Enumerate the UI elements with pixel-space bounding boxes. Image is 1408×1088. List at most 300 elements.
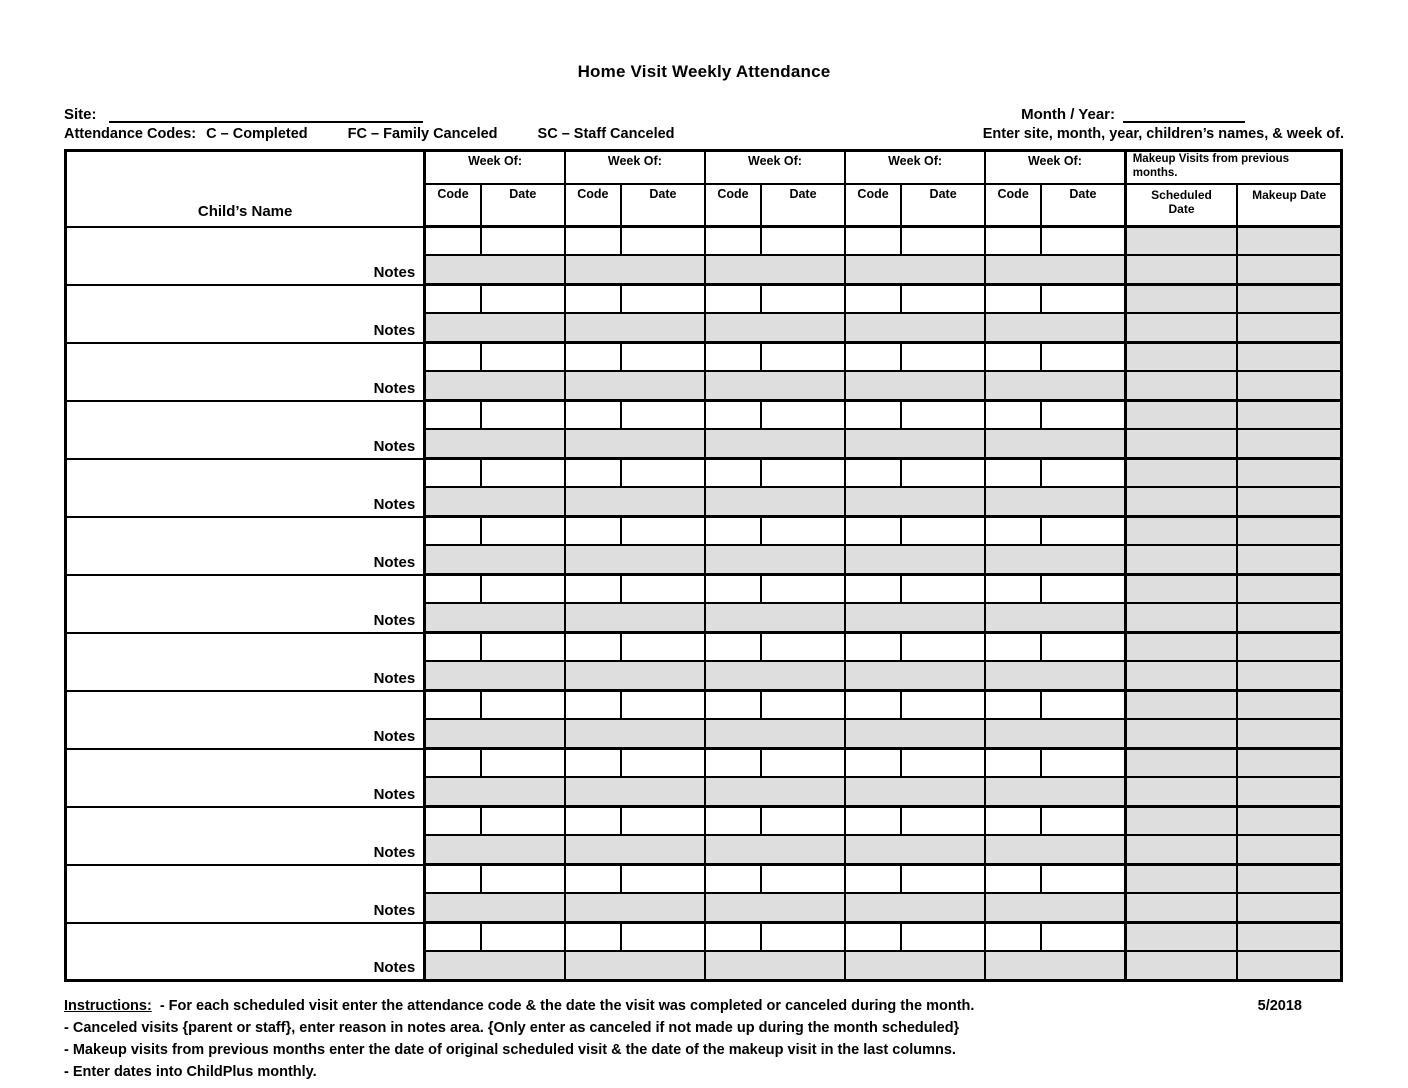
date-cell-week5[interactable] bbox=[1041, 343, 1125, 372]
date-header: Date bbox=[1041, 184, 1125, 227]
header-right-note: Enter site, month, year, children’s names, & week of. bbox=[982, 126, 1344, 142]
notes-cell-week1[interactable] bbox=[425, 545, 565, 575]
notes-cell-week1[interactable] bbox=[425, 603, 565, 633]
code-cell-week4[interactable] bbox=[845, 401, 901, 430]
code-cell-week3[interactable] bbox=[705, 285, 761, 314]
notes-cell-week2[interactable] bbox=[565, 893, 705, 923]
date-cell-week1[interactable] bbox=[481, 633, 565, 662]
child-data-row bbox=[66, 575, 1342, 604]
date-cell-week5[interactable] bbox=[1041, 227, 1125, 256]
month-year-group bbox=[1021, 106, 1245, 123]
makeup-date-cell[interactable] bbox=[1237, 285, 1341, 314]
makeup-date-notes-cell[interactable] bbox=[1237, 661, 1341, 691]
makeup-date-cell[interactable] bbox=[1237, 517, 1341, 546]
date-cell-week3[interactable] bbox=[761, 865, 845, 894]
code-cell-week5[interactable] bbox=[985, 227, 1041, 256]
code-cell-week3[interactable] bbox=[705, 807, 761, 836]
code-cell-week5[interactable] bbox=[985, 285, 1041, 314]
code-cell-week2[interactable] bbox=[565, 285, 621, 314]
code-cell-week1[interactable] bbox=[425, 749, 481, 778]
date-cell-week5[interactable] bbox=[1041, 691, 1125, 720]
code-cell-week2[interactable] bbox=[565, 923, 621, 952]
code-cell-week2[interactable] bbox=[565, 401, 621, 430]
notes-cell-week5[interactable] bbox=[985, 777, 1125, 807]
notes-label: Notes bbox=[373, 321, 416, 339]
code-cell-week5[interactable] bbox=[985, 575, 1041, 604]
code-cell-week3[interactable] bbox=[705, 459, 761, 488]
date-cell-week2[interactable] bbox=[621, 343, 705, 372]
notes-label: Notes bbox=[373, 495, 416, 513]
code-cell-week2[interactable] bbox=[565, 633, 621, 662]
date-cell-week2[interactable] bbox=[621, 517, 705, 546]
date-cell-week3[interactable] bbox=[761, 923, 845, 952]
code-cell-week4[interactable] bbox=[845, 807, 901, 836]
scheduled-date-notes-cell[interactable] bbox=[1125, 313, 1237, 343]
makeup-date-cell[interactable] bbox=[1237, 343, 1341, 372]
code-cell-week4[interactable] bbox=[845, 285, 901, 314]
code-cell-week1[interactable] bbox=[425, 459, 481, 488]
notes-cell-week1[interactable] bbox=[425, 255, 565, 285]
code-cell-week2[interactable] bbox=[565, 807, 621, 836]
code-cell-week1[interactable] bbox=[425, 227, 481, 256]
code-cell-week1[interactable] bbox=[425, 517, 481, 546]
date-cell-week2[interactable] bbox=[621, 285, 705, 314]
notes-cell-week5[interactable] bbox=[985, 719, 1125, 749]
date-cell-week5[interactable] bbox=[1041, 517, 1125, 546]
scheduled-date-cell[interactable] bbox=[1125, 749, 1237, 778]
notes-cell-week3[interactable] bbox=[705, 777, 845, 807]
notes-label: Notes bbox=[373, 727, 416, 745]
child-name-cell[interactable] bbox=[66, 633, 425, 691]
notes-cell-week4[interactable] bbox=[845, 951, 985, 981]
notes-cell-week3[interactable] bbox=[705, 487, 845, 517]
child-name-cell[interactable] bbox=[66, 401, 425, 459]
notes-cell-week1[interactable] bbox=[425, 951, 565, 981]
notes-cell-week1[interactable] bbox=[425, 429, 565, 459]
code-cell-week4[interactable] bbox=[845, 691, 901, 720]
date-cell-week3[interactable] bbox=[761, 633, 845, 662]
date-cell-week2[interactable] bbox=[621, 575, 705, 604]
child-name-cell[interactable] bbox=[66, 749, 425, 807]
code-cell-week3[interactable] bbox=[705, 517, 761, 546]
code-cell-week1[interactable] bbox=[425, 575, 481, 604]
scheduled-date-cell[interactable] bbox=[1125, 633, 1237, 662]
code-cell-week1[interactable] bbox=[425, 923, 481, 952]
notes-cell-week4[interactable] bbox=[845, 603, 985, 633]
notes-cell-week2[interactable] bbox=[565, 951, 705, 981]
notes-cell-week3[interactable] bbox=[705, 603, 845, 633]
notes-cell-week1[interactable] bbox=[425, 487, 565, 517]
date-cell-week1[interactable] bbox=[481, 401, 565, 430]
scheduled-date-notes-cell[interactable] bbox=[1125, 255, 1237, 285]
scheduled-date-cell[interactable] bbox=[1125, 923, 1237, 952]
code-cell-week1[interactable] bbox=[425, 343, 481, 372]
date-cell-week4[interactable] bbox=[901, 749, 985, 778]
makeup-date-cell[interactable] bbox=[1237, 807, 1341, 836]
date-cell-week1[interactable] bbox=[481, 459, 565, 488]
makeup-date-cell[interactable] bbox=[1237, 459, 1341, 488]
child-data-row bbox=[66, 807, 1342, 836]
makeup-date-notes-cell[interactable] bbox=[1237, 545, 1341, 575]
code-cell-week3[interactable] bbox=[705, 865, 761, 894]
notes-cell-week4[interactable] bbox=[845, 371, 985, 401]
notes-cell-week5[interactable] bbox=[985, 951, 1125, 981]
notes-cell-week1[interactable] bbox=[425, 371, 565, 401]
scheduled-date-notes-cell[interactable] bbox=[1125, 661, 1237, 691]
date-cell-week4[interactable] bbox=[901, 691, 985, 720]
code-cell-week1[interactable] bbox=[425, 807, 481, 836]
notes-label: Notes bbox=[373, 379, 416, 397]
child-name-cell[interactable] bbox=[66, 285, 425, 343]
notes-label: Notes bbox=[373, 843, 416, 861]
notes-cell-week4[interactable] bbox=[845, 487, 985, 517]
code-cell-week1[interactable] bbox=[425, 865, 481, 894]
makeup-date-notes-cell[interactable] bbox=[1237, 835, 1341, 865]
code-cell-week5[interactable] bbox=[985, 459, 1041, 488]
date-cell-week1[interactable] bbox=[481, 807, 565, 836]
date-cell-week3[interactable] bbox=[761, 459, 845, 488]
date-cell-week4[interactable] bbox=[901, 401, 985, 430]
date-cell-week5[interactable] bbox=[1041, 807, 1125, 836]
notes-cell-week3[interactable] bbox=[705, 371, 845, 401]
child-data-row bbox=[66, 923, 1342, 952]
code-cell-week2[interactable] bbox=[565, 343, 621, 372]
notes-cell-week5[interactable] bbox=[985, 603, 1125, 633]
code-cell-week4[interactable] bbox=[845, 749, 901, 778]
scheduled-date-notes-cell[interactable] bbox=[1125, 893, 1237, 923]
code-header: Code bbox=[565, 184, 621, 227]
child-data-row bbox=[66, 691, 1342, 720]
date-cell-week3[interactable] bbox=[761, 401, 845, 430]
date-cell-week5[interactable] bbox=[1041, 923, 1125, 952]
notes-cell-week3[interactable] bbox=[705, 255, 845, 285]
notes-cell-week3[interactable] bbox=[705, 661, 845, 691]
date-cell-week2[interactable] bbox=[621, 459, 705, 488]
code-cell-week5[interactable] bbox=[985, 401, 1041, 430]
child-data-row bbox=[66, 459, 1342, 488]
notes-cell-week2[interactable] bbox=[565, 777, 705, 807]
makeup-visits-header: Makeup Visits from previous months. bbox=[1125, 151, 1341, 185]
notes-cell-week3[interactable] bbox=[705, 313, 845, 343]
date-cell-week2[interactable] bbox=[621, 749, 705, 778]
notes-cell-week5[interactable] bbox=[985, 893, 1125, 923]
date-cell-week4[interactable] bbox=[901, 633, 985, 662]
makeup-date-notes-cell[interactable] bbox=[1237, 429, 1341, 459]
code-cell-week5[interactable] bbox=[985, 807, 1041, 836]
date-cell-week1[interactable] bbox=[481, 749, 565, 778]
makeup-date-notes-cell[interactable] bbox=[1237, 719, 1341, 749]
child-name-cell[interactable] bbox=[66, 459, 425, 517]
date-cell-week3[interactable] bbox=[761, 575, 845, 604]
attendance-table bbox=[64, 149, 1343, 982]
code-cell-week4[interactable] bbox=[845, 459, 901, 488]
child-name-cell[interactable] bbox=[66, 517, 425, 575]
notes-cell-week5[interactable] bbox=[985, 661, 1125, 691]
scheduled-date-notes-cell[interactable] bbox=[1125, 951, 1237, 981]
notes-cell-week4[interactable] bbox=[845, 719, 985, 749]
date-cell-week5[interactable] bbox=[1041, 285, 1125, 314]
notes-cell-week4[interactable] bbox=[845, 313, 985, 343]
notes-cell-week5[interactable] bbox=[985, 313, 1125, 343]
site-blank-field[interactable] bbox=[109, 107, 423, 123]
notes-cell-week5[interactable] bbox=[985, 835, 1125, 865]
notes-cell-week5[interactable] bbox=[985, 255, 1125, 285]
code-cell-week2[interactable] bbox=[565, 459, 621, 488]
date-cell-week3[interactable] bbox=[761, 749, 845, 778]
makeup-date-notes-cell[interactable] bbox=[1237, 371, 1341, 401]
attendance-codes-group bbox=[64, 126, 675, 142]
notes-cell-week2[interactable] bbox=[565, 371, 705, 401]
notes-label: Notes bbox=[373, 669, 416, 687]
notes-cell-week2[interactable] bbox=[565, 603, 705, 633]
code-cell-week3[interactable] bbox=[705, 343, 761, 372]
instructions-line-1 bbox=[64, 995, 1344, 1017]
code-cell-week5[interactable] bbox=[985, 923, 1041, 952]
makeup-date-cell[interactable] bbox=[1237, 923, 1341, 952]
notes-cell-week3[interactable] bbox=[705, 951, 845, 981]
notes-label: Notes bbox=[373, 611, 416, 629]
scheduled-date-cell[interactable] bbox=[1125, 691, 1237, 720]
week-of-header-1: Week Of: bbox=[425, 151, 565, 185]
notes-cell-week2[interactable] bbox=[565, 719, 705, 749]
makeup-date-notes-cell[interactable] bbox=[1237, 951, 1341, 981]
code-cell-week2[interactable] bbox=[565, 749, 621, 778]
code-cell-week4[interactable] bbox=[845, 227, 901, 256]
code-staff-canceled: SC – Staff Canceled bbox=[537, 126, 675, 142]
date-cell-week5[interactable] bbox=[1041, 633, 1125, 662]
notes-cell-week3[interactable] bbox=[705, 429, 845, 459]
notes-cell-week4[interactable] bbox=[845, 777, 985, 807]
makeup-date-notes-cell[interactable] bbox=[1237, 313, 1341, 343]
date-cell-week4[interactable] bbox=[901, 343, 985, 372]
code-cell-week1[interactable] bbox=[425, 691, 481, 720]
notes-cell-week1[interactable] bbox=[425, 777, 565, 807]
code-cell-week2[interactable] bbox=[565, 691, 621, 720]
makeup-date-cell[interactable] bbox=[1237, 575, 1341, 604]
scheduled-date-cell[interactable] bbox=[1125, 865, 1237, 894]
notes-label: Notes bbox=[373, 785, 416, 803]
scheduled-date-cell[interactable] bbox=[1125, 401, 1237, 430]
scheduled-date-notes-cell[interactable] bbox=[1125, 545, 1237, 575]
table-header-row-weeks bbox=[66, 151, 1342, 185]
code-cell-week2[interactable] bbox=[565, 517, 621, 546]
scheduled-date-notes-cell[interactable] bbox=[1125, 603, 1237, 633]
date-cell-week4[interactable] bbox=[901, 459, 985, 488]
makeup-date-cell[interactable] bbox=[1237, 691, 1341, 720]
date-cell-week4[interactable] bbox=[901, 923, 985, 952]
notes-cell-week4[interactable] bbox=[845, 545, 985, 575]
date-cell-week4[interactable] bbox=[901, 575, 985, 604]
code-cell-week3[interactable] bbox=[705, 575, 761, 604]
date-cell-week5[interactable] bbox=[1041, 459, 1125, 488]
makeup-date-cell[interactable] bbox=[1237, 749, 1341, 778]
date-cell-week2[interactable] bbox=[621, 633, 705, 662]
code-cell-week4[interactable] bbox=[845, 343, 901, 372]
date-cell-week3[interactable] bbox=[761, 517, 845, 546]
notes-cell-week2[interactable] bbox=[565, 429, 705, 459]
child-data-row bbox=[66, 227, 1342, 256]
notes-cell-week3[interactable] bbox=[705, 835, 845, 865]
child-data-row bbox=[66, 343, 1342, 372]
date-cell-week1[interactable] bbox=[481, 575, 565, 604]
code-cell-week3[interactable] bbox=[705, 691, 761, 720]
notes-cell-week5[interactable] bbox=[985, 545, 1125, 575]
code-cell-week5[interactable] bbox=[985, 865, 1041, 894]
scheduled-date-cell[interactable] bbox=[1125, 343, 1237, 372]
code-cell-week4[interactable] bbox=[845, 517, 901, 546]
scheduled-date-notes-cell[interactable] bbox=[1125, 371, 1237, 401]
scheduled-date-notes-cell[interactable] bbox=[1125, 835, 1237, 865]
date-cell-week4[interactable] bbox=[901, 285, 985, 314]
date-cell-week5[interactable] bbox=[1041, 401, 1125, 430]
notes-cell-week5[interactable] bbox=[985, 371, 1125, 401]
child-name-cell[interactable] bbox=[66, 691, 425, 749]
notes-cell-week4[interactable] bbox=[845, 835, 985, 865]
code-cell-week1[interactable] bbox=[425, 401, 481, 430]
date-cell-week3[interactable] bbox=[761, 285, 845, 314]
code-cell-week5[interactable] bbox=[985, 691, 1041, 720]
scheduled-date-notes-cell[interactable] bbox=[1125, 487, 1237, 517]
code-cell-week4[interactable] bbox=[845, 633, 901, 662]
notes-cell-week3[interactable] bbox=[705, 893, 845, 923]
code-cell-week3[interactable] bbox=[705, 633, 761, 662]
date-cell-week2[interactable] bbox=[621, 923, 705, 952]
child-name-cell[interactable] bbox=[66, 865, 425, 923]
scheduled-date-cell[interactable] bbox=[1125, 227, 1237, 256]
date-cell-week1[interactable] bbox=[481, 923, 565, 952]
code-header: Code bbox=[705, 184, 761, 227]
instructions-label: Instructions: bbox=[64, 998, 152, 1014]
notes-cell-week2[interactable] bbox=[565, 545, 705, 575]
child-name-cell[interactable] bbox=[66, 227, 425, 285]
child-data-row bbox=[66, 285, 1342, 314]
notes-cell-week4[interactable] bbox=[845, 255, 985, 285]
child-data-row bbox=[66, 633, 1342, 662]
date-cell-week2[interactable] bbox=[621, 691, 705, 720]
makeup-date-notes-cell[interactable] bbox=[1237, 603, 1341, 633]
notes-cell-week5[interactable] bbox=[985, 429, 1125, 459]
child-name-cell[interactable] bbox=[66, 807, 425, 865]
child-name-header: Child’s Name bbox=[66, 151, 425, 227]
date-cell-week1[interactable] bbox=[481, 691, 565, 720]
notes-cell-week1[interactable] bbox=[425, 313, 565, 343]
code-cell-week5[interactable] bbox=[985, 517, 1041, 546]
makeup-date-cell[interactable] bbox=[1237, 865, 1341, 894]
makeup-date-notes-cell[interactable] bbox=[1237, 487, 1341, 517]
date-cell-week1[interactable] bbox=[481, 227, 565, 256]
scheduled-date-notes-cell[interactable] bbox=[1125, 719, 1237, 749]
code-cell-week3[interactable] bbox=[705, 749, 761, 778]
child-name-cell[interactable] bbox=[66, 343, 425, 401]
code-cell-week5[interactable] bbox=[985, 633, 1041, 662]
notes-cell-week1[interactable] bbox=[425, 719, 565, 749]
code-cell-week3[interactable] bbox=[705, 401, 761, 430]
date-cell-week5[interactable] bbox=[1041, 749, 1125, 778]
code-cell-week1[interactable] bbox=[425, 633, 481, 662]
notes-cell-week3[interactable] bbox=[705, 719, 845, 749]
date-cell-week2[interactable] bbox=[621, 227, 705, 256]
notes-cell-week2[interactable] bbox=[565, 255, 705, 285]
notes-cell-week2[interactable] bbox=[565, 661, 705, 691]
code-cell-week4[interactable] bbox=[845, 865, 901, 894]
date-cell-week2[interactable] bbox=[621, 807, 705, 836]
child-data-row bbox=[66, 865, 1342, 894]
code-cell-week2[interactable] bbox=[565, 575, 621, 604]
scheduled-date-cell[interactable] bbox=[1125, 807, 1237, 836]
date-cell-week5[interactable] bbox=[1041, 865, 1125, 894]
notes-label: Notes bbox=[373, 901, 416, 919]
notes-cell-week2[interactable] bbox=[565, 835, 705, 865]
date-cell-week5[interactable] bbox=[1041, 575, 1125, 604]
code-cell-week2[interactable] bbox=[565, 865, 621, 894]
makeup-date-notes-cell[interactable] bbox=[1237, 893, 1341, 923]
code-cell-week3[interactable] bbox=[705, 227, 761, 256]
instructions-block bbox=[64, 995, 1344, 1083]
child-name-cell[interactable] bbox=[66, 923, 425, 981]
code-cell-week3[interactable] bbox=[705, 923, 761, 952]
scheduled-date-cell[interactable] bbox=[1125, 575, 1237, 604]
page-title: Home Visit Weekly Attendance bbox=[577, 62, 831, 81]
makeup-date-cell[interactable] bbox=[1237, 633, 1341, 662]
notes-cell-week5[interactable] bbox=[985, 487, 1125, 517]
notes-cell-week2[interactable] bbox=[565, 313, 705, 343]
date-cell-week3[interactable] bbox=[761, 227, 845, 256]
notes-cell-week4[interactable] bbox=[845, 429, 985, 459]
code-cell-week5[interactable] bbox=[985, 343, 1041, 372]
date-cell-week2[interactable] bbox=[621, 865, 705, 894]
date-cell-week1[interactable] bbox=[481, 865, 565, 894]
notes-cell-week4[interactable] bbox=[845, 661, 985, 691]
date-cell-week4[interactable] bbox=[901, 227, 985, 256]
code-cell-week5[interactable] bbox=[985, 749, 1041, 778]
scheduled-date-cell[interactable] bbox=[1125, 517, 1237, 546]
notes-cell-week3[interactable] bbox=[705, 545, 845, 575]
date-cell-week3[interactable] bbox=[761, 807, 845, 836]
code-cell-week2[interactable] bbox=[565, 227, 621, 256]
month-year-blank-field[interactable] bbox=[1123, 107, 1245, 123]
scheduled-date-cell[interactable] bbox=[1125, 285, 1237, 314]
code-cell-week4[interactable] bbox=[845, 923, 901, 952]
date-cell-week3[interactable] bbox=[761, 343, 845, 372]
notes-cell-week1[interactable] bbox=[425, 835, 565, 865]
date-cell-week3[interactable] bbox=[761, 691, 845, 720]
makeup-date-cell[interactable] bbox=[1237, 227, 1341, 256]
date-cell-week1[interactable] bbox=[481, 517, 565, 546]
date-cell-week1[interactable] bbox=[481, 285, 565, 314]
code-cell-week4[interactable] bbox=[845, 575, 901, 604]
makeup-date-cell[interactable] bbox=[1237, 401, 1341, 430]
scheduled-date-notes-cell[interactable] bbox=[1125, 429, 1237, 459]
date-header: Date bbox=[481, 184, 565, 227]
makeup-date-notes-cell[interactable] bbox=[1237, 777, 1341, 807]
date-cell-week4[interactable] bbox=[901, 807, 985, 836]
makeup-date-header: Makeup Date bbox=[1237, 184, 1341, 227]
scheduled-date-cell[interactable] bbox=[1125, 459, 1237, 488]
notes-cell-week2[interactable] bbox=[565, 487, 705, 517]
date-cell-week4[interactable] bbox=[901, 865, 985, 894]
code-cell-week1[interactable] bbox=[425, 285, 481, 314]
notes-cell-week1[interactable] bbox=[425, 893, 565, 923]
notes-cell-week1[interactable] bbox=[425, 661, 565, 691]
scheduled-date-notes-cell[interactable] bbox=[1125, 777, 1237, 807]
date-cell-week4[interactable] bbox=[901, 517, 985, 546]
notes-cell-week4[interactable] bbox=[845, 893, 985, 923]
child-name-cell[interactable] bbox=[66, 575, 425, 633]
makeup-date-notes-cell[interactable] bbox=[1237, 255, 1341, 285]
date-cell-week1[interactable] bbox=[481, 343, 565, 372]
date-cell-week2[interactable] bbox=[621, 401, 705, 430]
site-label: Site: bbox=[64, 106, 97, 123]
